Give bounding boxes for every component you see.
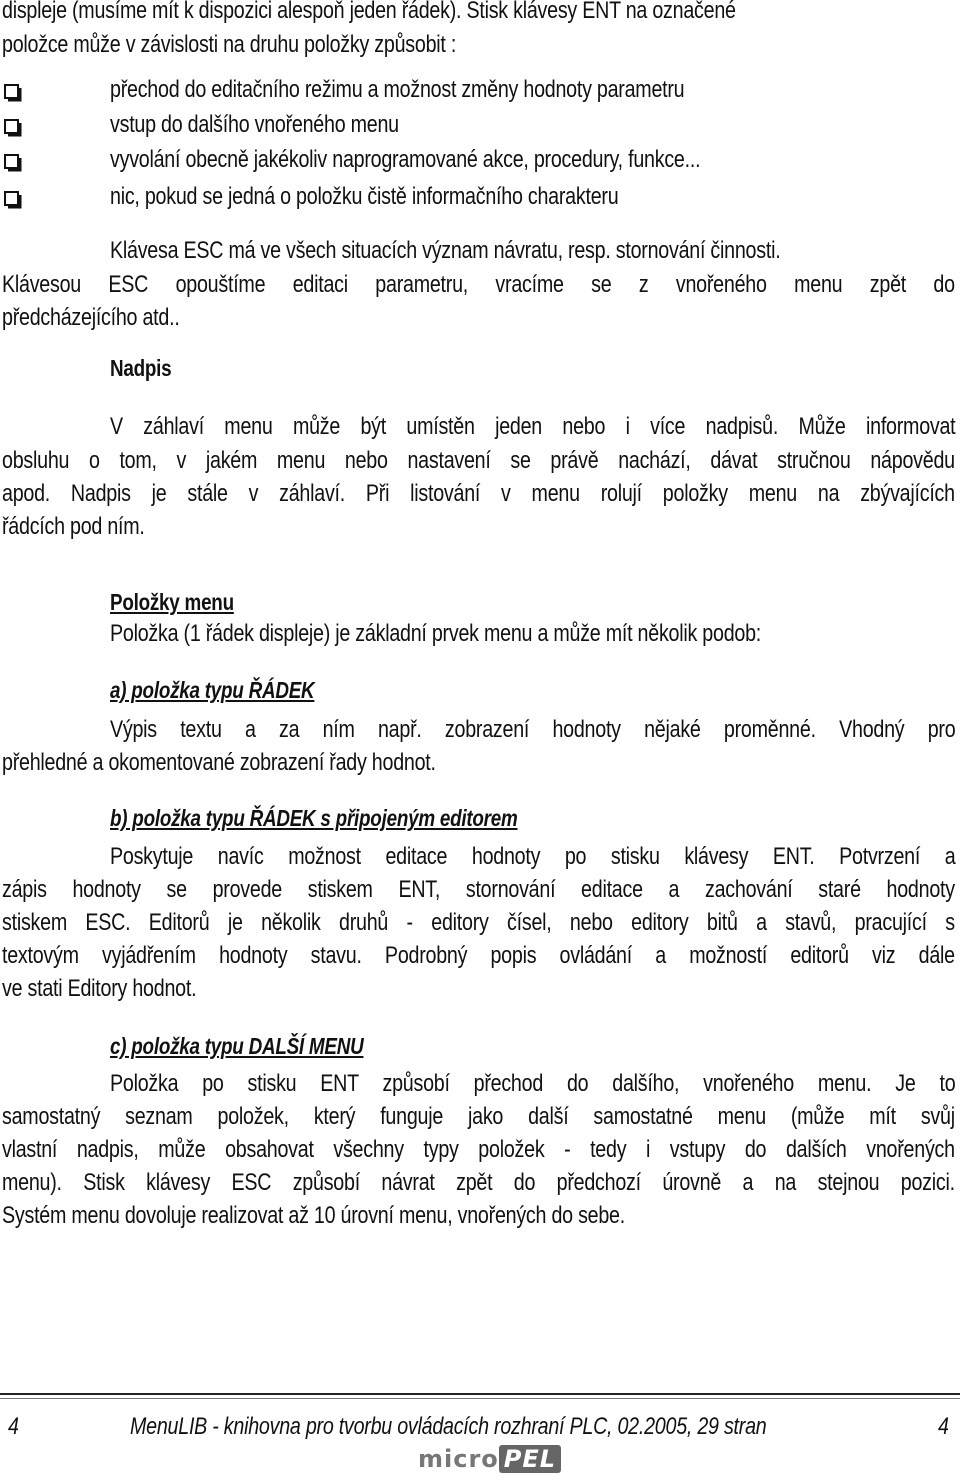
polozky-line-1: Položka (1 řádek displeje) je základní prvek menu a může mít několik podob:	[110, 620, 762, 647]
subheading-b: b) položka typu ŘÁDEK s připojeným editorem	[110, 805, 518, 831]
nadpis-line-3: apod. Nadpis je stále v záhlaví. Při listování v menu rolují položky menu na zbývajících	[2, 480, 955, 507]
section-c-line-3: vlastní nadpis, může obsahovat všechny typy položek - tedy i vstupy do dalších vnořených	[2, 1136, 955, 1163]
section-heading-polozky-menu: Položky menu	[110, 589, 234, 615]
footer-divider	[0, 1393, 960, 1395]
esc-paragraph-line-1: Klávesa ESC má ve všech situacích význam návratu, resp. stornování činnosti.	[110, 237, 781, 264]
logo-text-pel: PEL	[499, 1445, 561, 1473]
checkbox-bullet-icon	[4, 119, 22, 137]
section-a-line-1: Výpis textu a za ním např. zobrazení hodnoty nějaké proměnné. Vhodný pro	[110, 716, 956, 743]
section-b-line-4: textovým vyjádřením hodnoty stavu. Podrobný popis ovládání a možností editorů viz dále	[2, 942, 955, 969]
bullet-item-1: přechod do editačního režimu a možnost změny hodnoty parametru	[110, 76, 685, 103]
intro-line-1: displeje (musíme mít k dispozici alespoň jeden řádek). Stisk klávesy ENT na označené	[2, 0, 736, 24]
section-c-line-1: Položka po stisku ENT způsobí přechod do dalšího, vnořeného menu. Je to	[110, 1070, 956, 1097]
nadpis-line-1: V záhlaví menu může být umístěn jeden nebo i více nadpisů. Může informovat	[110, 413, 956, 440]
subheading-c: c) položka typu DALŠÍ MENU	[110, 1033, 364, 1059]
bullet-item-2: vstup do dalšího vnořeného menu	[110, 111, 399, 138]
intro-line-2: položce může v závislosti na druhu položky způsobit :	[2, 31, 457, 58]
esc-paragraph-line-3: předcházejícího atd..	[2, 304, 180, 331]
footer-page-number-left: 4	[8, 1413, 19, 1440]
subheading-a: a) položka typu ŘÁDEK	[110, 677, 315, 703]
esc-paragraph-line-2: Klávesou ESC opouštíme editaci parametru, vracíme se z vnořeného menu zpět do	[2, 271, 955, 298]
footer-title: MenuLIB - knihovna pro tvorbu ovládacích rozhraní PLC, 02.2005, 29 stran	[130, 1413, 767, 1440]
nadpis-line-4: řádcích pod ním.	[2, 513, 145, 540]
logo-text-micro: micro	[418, 1445, 499, 1473]
checkbox-bullet-icon	[4, 191, 22, 209]
section-a-line-2: přehledné a okomentované zobrazení řady hodnot.	[2, 749, 436, 776]
micropel-logo	[418, 1445, 561, 1473]
checkbox-bullet-icon	[4, 84, 22, 102]
footer-page-number-right: 4	[938, 1413, 949, 1440]
footer-divider-thin	[0, 1398, 960, 1399]
section-c-line-5: Systém menu dovoluje realizovat až 10 úrovní menu, vnořených do sebe.	[2, 1202, 625, 1229]
section-heading-nadpis: Nadpis	[110, 355, 172, 381]
checkbox-bullet-icon	[4, 154, 22, 172]
section-b-line-1: Poskytuje navíc možnost editace hodnoty po stisku klávesy ENT. Potvrzení a	[110, 843, 956, 870]
bullet-item-3: vyvolání obecně jakékoliv naprogramované akce, procedury, funkce...	[110, 146, 701, 173]
section-c-line-4: menu). Stisk klávesy ESC způsobí návrat zpět do předchozí úrovně a na stejnou pozici.	[2, 1169, 955, 1196]
bullet-item-4: nic, pokud se jedná o položku čistě informačního charakteru	[110, 183, 619, 210]
nadpis-line-2: obsluhu o tom, v jakém menu nebo nastavení se právě nachází, dávat stručnou nápovědu	[2, 447, 955, 474]
section-b-line-5: ve stati Editory hodnot.	[2, 975, 197, 1002]
section-c-line-2: samostatný seznam položek, který funguje jako další samostatné menu (může mít svůj	[2, 1103, 955, 1130]
section-b-line-3: stiskem ESC. Editorů je několik druhů - editory čísel, nebo editory bitů a stavů, pracující s	[2, 909, 955, 936]
section-b-line-2: zápis hodnoty se provede stiskem ENT, stornování editace a zachování staré hodnoty	[2, 876, 955, 903]
